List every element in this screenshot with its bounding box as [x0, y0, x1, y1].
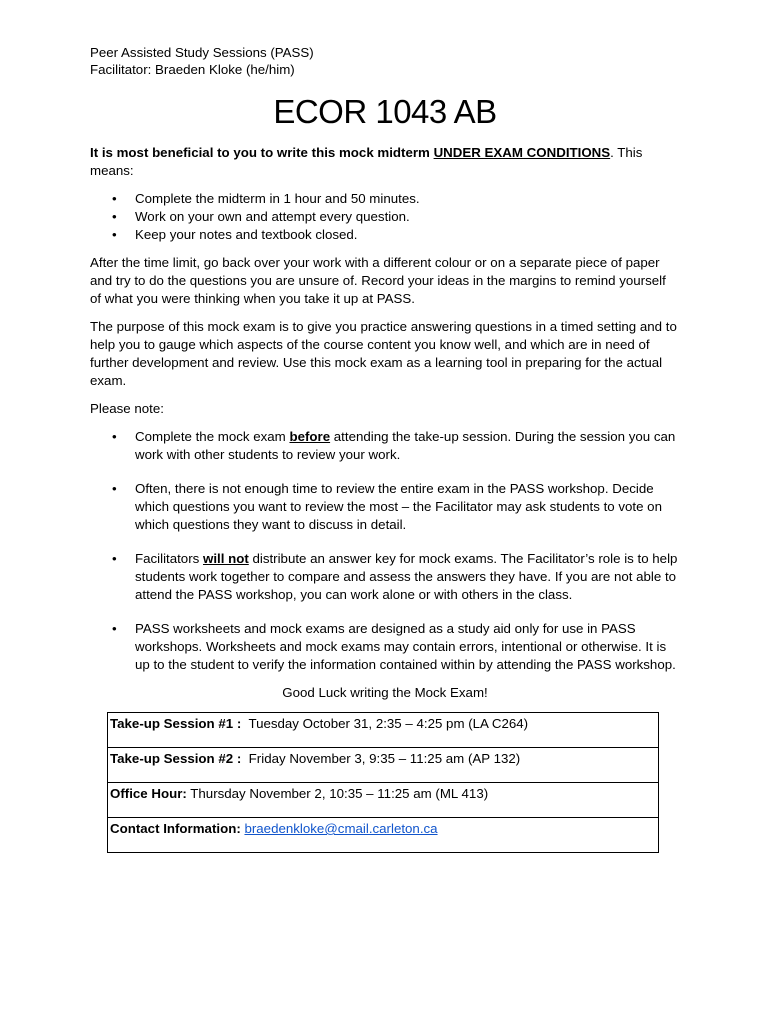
table-row: [108, 783, 659, 818]
purpose-paragraph: The purpose of this mock exam is to give you practice answering questions in a timed setting and to help you to gauge which aspects of the course content you know well, and which are in need of further development and review. Use this mock exam as a learning tool in preparing for the actual exam.: [90, 319, 677, 388]
note-time: • Often, there is not enough time to review the entire exam in the PASS workshop. Decide which questions you want to review the most – the Facilitator may ask students to vote on which questions they want to discuss in detail.: [90, 480, 680, 534]
note-answer-key: [90, 550, 680, 604]
note-emphasis: will not: [202, 551, 249, 566]
office-hour-label: Office Hour:: [110, 786, 187, 801]
office-hour-value: Thursday November 2, 10:35 – 11:25 am (ML 413): [186, 786, 489, 801]
note-text: attending the take-up session. During the session you can work with other students to review your work.: [135, 429, 676, 462]
document-page: [90, 44, 680, 853]
intro-tail: . This means:: [90, 145, 643, 178]
list-item: • Work on your own and attempt every question.: [90, 208, 680, 226]
session-info-table: [107, 712, 659, 853]
please-note-label: Please note:: [90, 401, 164, 416]
list-item: • Keep your notes and textbook closed.: [90, 226, 680, 244]
session1-cell: [108, 713, 659, 748]
list-item: • Complete the midterm in 1 hour and 50 minutes.: [90, 190, 680, 208]
table-row: [108, 748, 659, 783]
table-row: [108, 818, 659, 853]
good-luck-message: Good Luck writing the Mock Exam!: [282, 685, 488, 700]
intro-exam-conditions: UNDER EXAM CONDITIONS: [433, 145, 611, 160]
intro-bold: It is most beneficial to you to write this mock midterm: [90, 145, 434, 160]
notes-list: [90, 428, 680, 674]
table-row: [108, 713, 659, 748]
program-name: Peer Assisted Study Sessions (PASS): [90, 45, 314, 60]
session1-value: Tuesday October 31, 2:35 – 4:25 pm (LA C264): [241, 716, 529, 731]
session2-label: Take-up Session #2 :: [110, 751, 242, 766]
contact-cell: [108, 818, 659, 853]
facilitator-name: Facilitator: Braeden Kloke (he/him): [90, 62, 295, 77]
session1-label: Take-up Session #1 :: [110, 716, 242, 731]
session2-cell: [108, 748, 659, 783]
office-hour-cell: [108, 783, 659, 818]
intro-paragraph: [90, 144, 680, 180]
session2-value: Friday November 3, 9:35 – 11:25 am (AP 132): [241, 751, 521, 766]
note-text: distribute an answer key for mock exams. The Facilitator’s role is to help students work together to compare and assess the answers they have. If you are not able to attend the PASS workshop, you can work alone or with others in the class.: [135, 551, 678, 602]
note-emphasis: before: [289, 429, 331, 444]
note-before: [90, 428, 680, 464]
contact-label: Contact Information:: [110, 821, 241, 836]
conditions-list: [90, 190, 680, 244]
note-text: Complete the mock exam: [135, 429, 290, 444]
course-title: ECOR 1043 AB: [273, 93, 497, 130]
note-disclaimer: • PASS worksheets and mock exams are designed as a study aid only for use in PASS workshops. Worksheets and mock exams may contain errors, intentional or otherwise. It is up to the student to verify the information contained within by attending the PASS workshop.: [90, 620, 680, 674]
after-time-paragraph: After the time limit, go back over your work with a different colour or on a separate piece of paper and try to do the questions you are unsure of. Record your ideas in the margins to remind yourself of what you were thinking when you take it up at PASS.: [90, 255, 666, 306]
note-text: Facilitators: [135, 551, 203, 566]
contact-email-link[interactable]: braedenkloke@cmail.carleton.ca: [244, 821, 438, 836]
